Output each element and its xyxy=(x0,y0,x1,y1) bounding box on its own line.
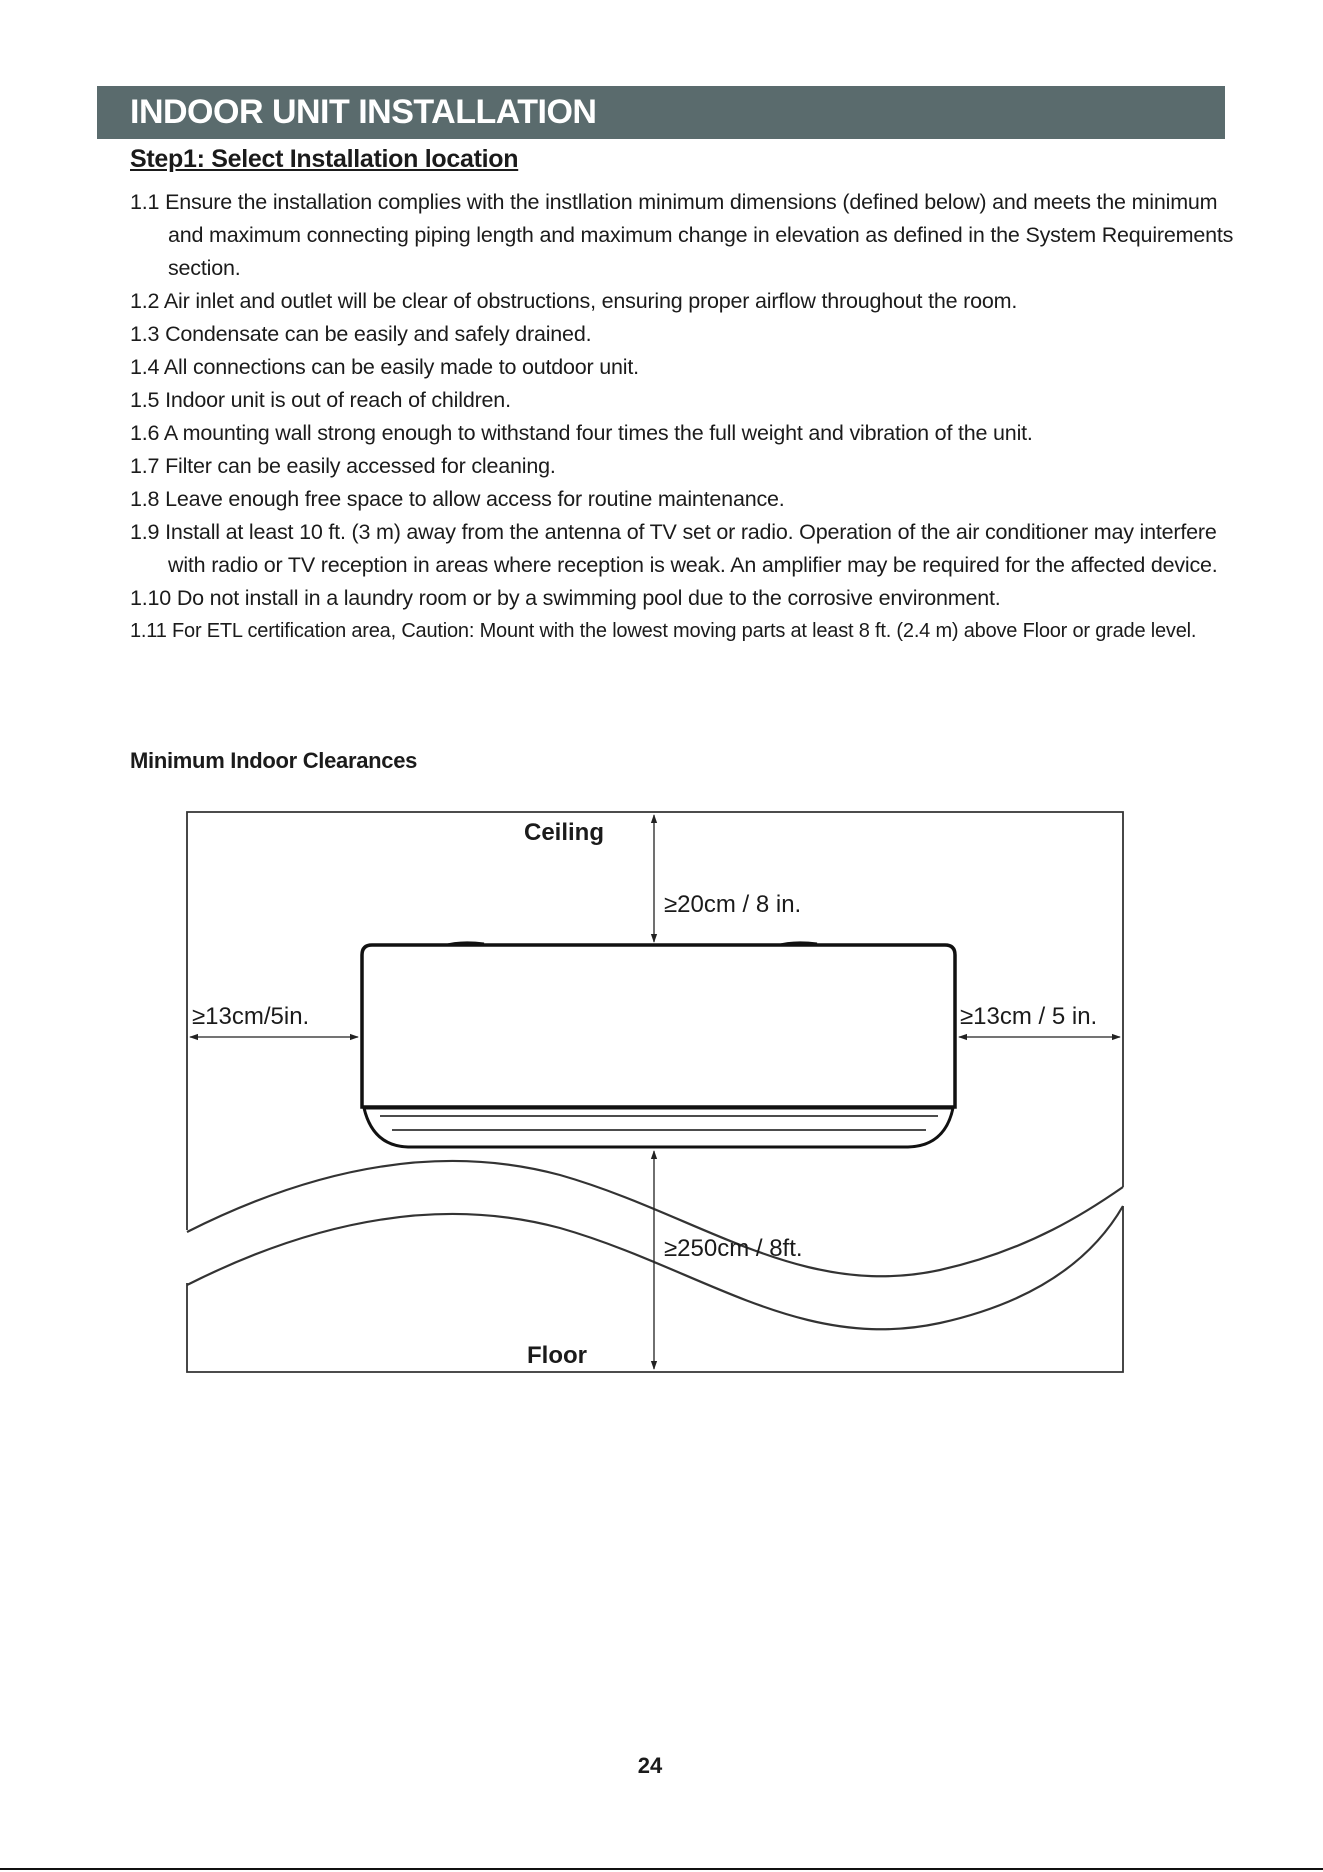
floor-label: Floor xyxy=(527,1342,587,1369)
clearances-heading: Minimum Indoor Clearances xyxy=(130,748,418,773)
step-title: Step1: Select Installation location xyxy=(130,145,519,173)
page-number: 24 xyxy=(637,1753,663,1778)
list-item-text: For ETL certification area, Caution: Mount with the lowest moving parts at least 8 ft. (2.4 m) above Floor or grade level. xyxy=(172,620,1197,642)
list-item-number: 1.7 xyxy=(130,454,160,478)
list-item-number: 1.1 xyxy=(130,190,160,214)
page-bottom-rule xyxy=(0,1868,1323,1870)
list-item-number: 1.8 xyxy=(130,487,160,511)
cut-wave xyxy=(187,1161,1123,1329)
list-item-number: 1.9 xyxy=(130,520,160,544)
ceiling-label: Ceiling xyxy=(524,819,605,846)
list-item-text: Install at least 10 ft. (3 m) away from the antenna of TV set or radio. Operation of the air conditioner may interfere with radio or TV reception in areas where reception is weak. An amplifier may be required for the affected device. xyxy=(165,520,1218,577)
list-item-number: 1.3 xyxy=(130,322,160,346)
list-item-number: 1.11 xyxy=(130,620,167,642)
list-item-number: 1.5 xyxy=(130,388,160,412)
list-item-text: Do not install in a laundry room or by a swimming pool due to the corrosive environment. xyxy=(176,586,1001,610)
list-item-text: Air inlet and outlet will be clear of obstructions, ensuring proper airflow throughout the room. xyxy=(163,289,1018,313)
list-item-number: 1.2 xyxy=(130,289,160,313)
list-item-number: 1.4 xyxy=(130,355,160,379)
list-item-text: Filter can be easily accessed for cleaning. xyxy=(165,454,556,478)
list-item-text: Indoor unit is out of reach of children. xyxy=(165,388,511,412)
list-item-number: 1.6 xyxy=(130,421,160,445)
left-clearance-label: ≥13cm/5in. xyxy=(192,1003,310,1030)
list-item-text: All connections can be easily made to outdoor unit. xyxy=(163,355,639,379)
list-item-text: Condensate can be easily and safely drained. xyxy=(165,322,592,346)
top-clearance-label: ≥20cm / 8 in. xyxy=(664,891,802,918)
bottom-clearance-label: ≥250cm / 8ft. xyxy=(664,1235,803,1262)
list-item-number: 1.10 xyxy=(130,586,172,610)
section-title: INDOOR UNIT INSTALLATION xyxy=(130,93,597,131)
list-item-text: A mounting wall strong enough to withstand four times the full weight and vibration of the unit. xyxy=(163,421,1033,445)
list-item-text: Ensure the installation complies with the instllation minimum dimensions (defined below) and meets the minimum and maximum connecting piping length and maximum change in elevation as defined in the System Requirements section. xyxy=(165,190,1234,280)
indoor-unit-illustration xyxy=(362,943,955,1147)
list-item-text: Leave enough free space to allow access for routine maintenance. xyxy=(165,487,785,511)
right-clearance-label: ≥13cm / 5 in. xyxy=(960,1003,1098,1030)
